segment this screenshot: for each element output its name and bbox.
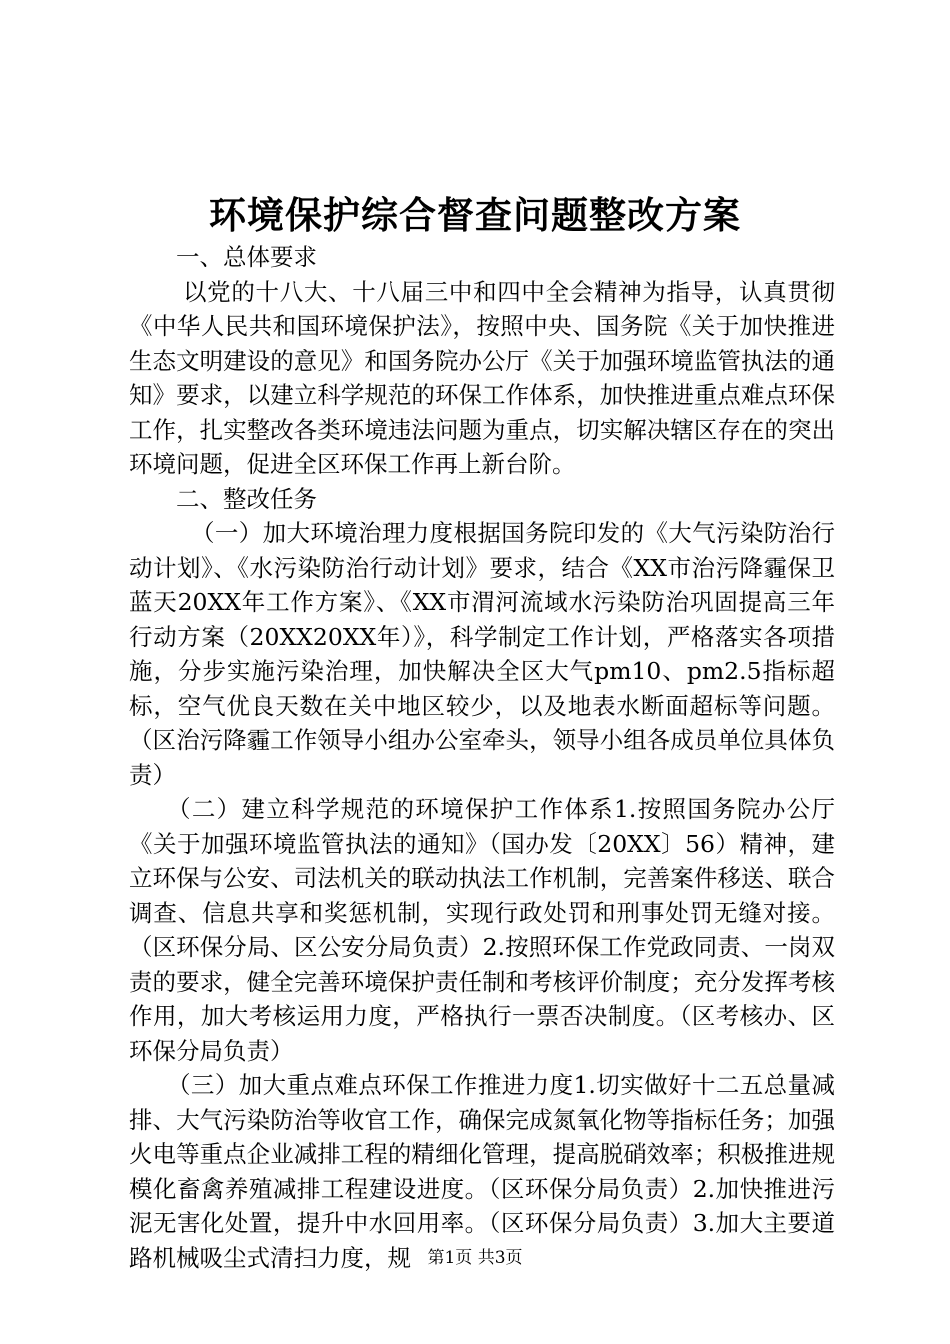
paragraph-task-2: （二）建立科学规范的环境保护工作体系1.按照国务院办公厅《关于加强环境监管执法的通知》（国办发〔20XX〕56）精神，建立环保与公安、司法机关的联动执法工作机制，完善案件移送、联合调查、信息共享和奖惩机制，实现行政处罚和刑事处罚无缝对接。（区环保分局、区公安分局负责）2.按照环保工作党政同责、一岗双责的要求，健全完善环境保护责任制和考核评价制度；充分发挥考核作用，加大考核运用力度，严格执行一票否决制度。（区考核办、区环保分局负责） (129, 795, 835, 1065)
document-title: 环境保护综合督查问题整改方案 (209, 194, 741, 237)
paragraph-task-1: （一）加大环境治理力度根据国务院印发的《大气污染防治行动计划》、《水污染防治行动计划》要求，结合《XX市治污降霾保卫蓝天20XX年工作方案》、《XX市渭河流域水污染防治巩固提高三年行动方案（20XX20XX年）》，科学制定工作计划，严格落实各项措施，分步实施污染治理，加快解决全区大气pm10、pm2.5指标超标，空气优良天数在关中地区较少，以及地表水断面超标等问题。（区治污降霾工作领导小组办公室牵头，领导小组各成员单位具体负责） (129, 519, 835, 789)
document-body (129, 240, 835, 1275)
paragraph-task-3: （三）加大重点难点环保工作推进力度1.切实做好十二五总量减排、大气污染防治等收官工作，确保完成氮氧化物等指标任务；加强火电等重点企业减排工程的精细化管理，提高脱硝效率；积极推进规模化畜禽养殖减排工程建设进度。（区环保分局负责）2.加快推进污泥无害化处置，提升中水回用率。（区环保分局负责）3.加大主要道路机械吸尘式清扫力度，规 (129, 1071, 835, 1272)
section-heading-general-requirements: 一、总体要求 (176, 243, 317, 271)
paragraph-general-requirements: 以党的十八大、十八届三中和四中全会精神为指导，认真贯彻《中华人民共和国环境保护法》，按照中央、国务院《关于加快推进生态文明建设的意见》和国务院办公厅《关于加强环境监管执法的通知》要求，以建立科学规范的环保工作体系，加快推进重点难点环保工作，扎实整改各类环境违法问题为重点，切实解决辖区存在的突出环境问题，促进全区环保工作再上新台阶。 (129, 277, 835, 478)
page-number-footer: 第1页 共3页 (427, 1248, 523, 1268)
section-heading-rectification-tasks: 二、整改任务 (176, 484, 317, 513)
